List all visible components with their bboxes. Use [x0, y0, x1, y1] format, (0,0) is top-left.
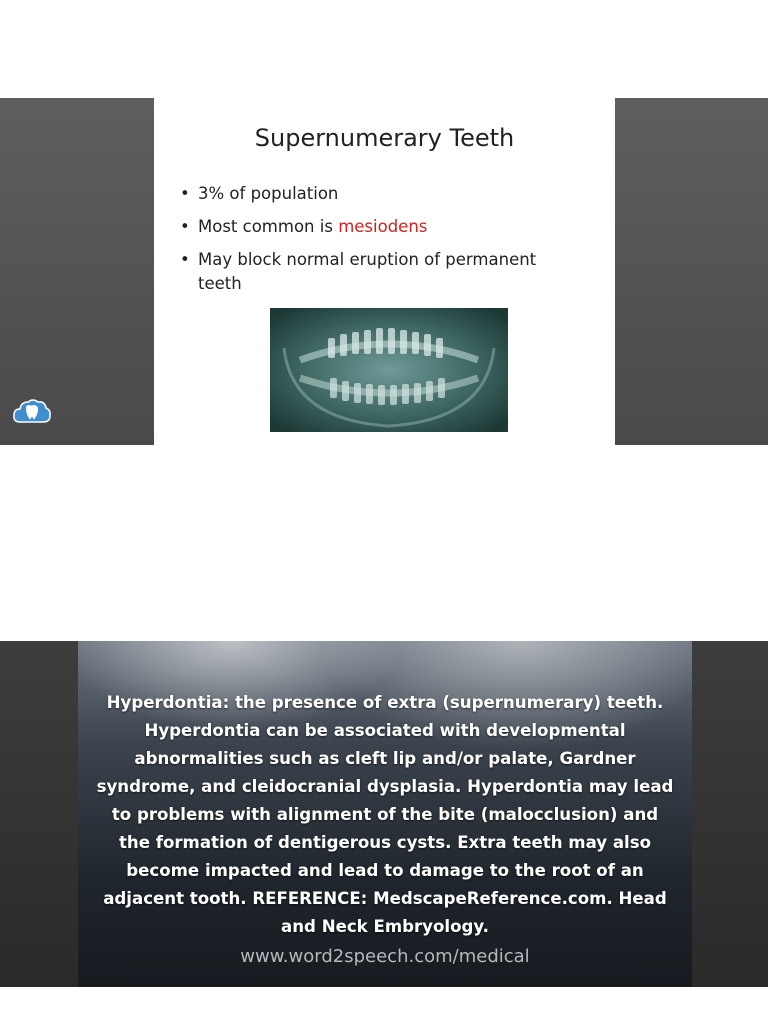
slide	[154, 98, 615, 445]
source-url: www.word2speech.com/medical	[240, 946, 530, 967]
slide-panel	[0, 98, 768, 445]
tooth-cloud-logo-icon	[12, 396, 52, 428]
caption-card	[78, 641, 692, 987]
caption-panel	[0, 641, 768, 987]
slide-left-margin	[0, 98, 154, 445]
slide-right-margin	[615, 98, 768, 445]
bullet-item	[178, 248, 578, 296]
slide-title: Supernumerary Teeth	[254, 124, 515, 152]
highlight-term: mesiodens	[338, 217, 428, 236]
bullet-text: Most common is	[198, 217, 333, 236]
bullet-item	[178, 182, 578, 206]
panoramic-dental-xray	[270, 308, 508, 432]
caption-text: Hyperdontia: the presence of extra (supernumerary) teeth. Hyperdontia can be associated with developmental abnormalities such as cleft lip and/or palate, Gardner syndrome, and cleidocranial dysplasia. Hyperdontia may lead to problems with alignment of the bite (malocclusion) and the formation of dentigerous cysts. Extra teeth may also become impacted and lead to damage to the root of an adjacent tooth. REFERENCE: MedscapeReference.com. Head and Neck Embryology.	[96, 693, 674, 936]
bullet-text: 3% of population	[198, 184, 339, 203]
bullet-item	[178, 215, 578, 239]
bullet-text: May block normal eruption of permanent teeth	[198, 250, 537, 293]
caption-right-margin	[692, 641, 768, 987]
bullet-list	[178, 182, 578, 305]
caption-left-margin	[0, 641, 78, 987]
xray-image	[270, 308, 508, 432]
